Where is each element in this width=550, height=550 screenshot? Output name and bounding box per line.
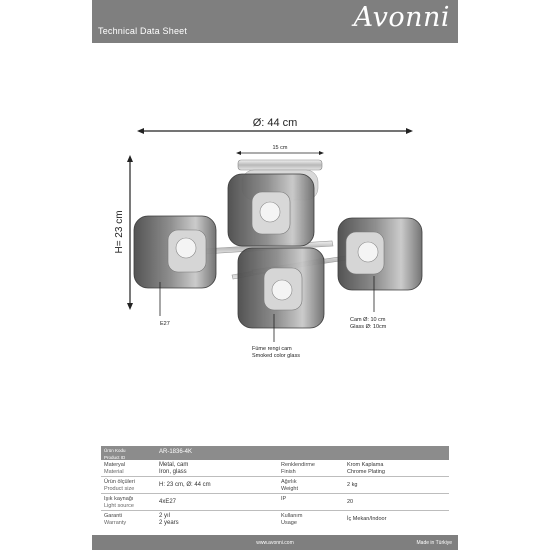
footer-bar (92, 535, 458, 550)
light-source-label: Işık kaynağı Light source (104, 496, 134, 509)
table-row (101, 477, 449, 494)
left-glass-shade (134, 216, 216, 288)
warranty-label: Garanti Warranty (104, 513, 127, 526)
finish-value: Krom Kaplama Chrome Plating (347, 462, 385, 475)
height-label: H= 23 cm (114, 210, 125, 254)
top-width-dimension (236, 151, 324, 155)
ip-label: IP (281, 496, 287, 502)
product-code-label: Ürün Kodu Product ID (104, 448, 126, 460)
glass-size-en-label: Glass Ø: 10cm (350, 324, 387, 330)
finish-label: Renklendirme Finish (281, 462, 315, 475)
weight-value: 2 kg (347, 482, 358, 488)
material-value: Metal, cam Iron, glass (159, 462, 189, 475)
glass-color-tr-label: Füme rengi cam (252, 346, 292, 352)
glass-size-tr-label: Cam Ø: 10 cm (350, 317, 386, 323)
table-row (101, 460, 449, 477)
warranty-value: 2 yıl 2 years (159, 513, 179, 526)
header-bar (92, 0, 458, 43)
product-size-label: Ürün ölçüleri Product size (104, 479, 135, 492)
bottom-glass-shade (238, 248, 324, 328)
top-glass-shade (228, 174, 314, 246)
table-row (101, 494, 449, 511)
table-row (101, 511, 449, 527)
top-width-label: 15 cm (272, 145, 288, 151)
light-source-value: 4xE27 (159, 499, 177, 505)
usage-label: Kullanım Usage (281, 513, 303, 526)
right-glass-shade (338, 218, 422, 290)
sheet-title: Technical Data Sheet (98, 26, 188, 36)
product-code-row (101, 446, 449, 460)
brand-logo: Avonni (353, 2, 450, 33)
made-in-label: Made in Türkiye (416, 540, 452, 546)
material-label: Materyal Material (104, 462, 126, 475)
website-link[interactable]: www.avonni.com (256, 540, 294, 546)
spec-table (101, 446, 449, 527)
product-code-value: AR-1836-4K (159, 449, 193, 455)
usage-value: İç Mekan/Indoor (347, 516, 387, 522)
height-dimension (127, 155, 133, 310)
glass-color-en-label: Smoked color glass (252, 353, 300, 359)
socket-label: E27 (160, 321, 170, 327)
product-drawing (92, 100, 458, 400)
weight-label: Ağırlık Weight (281, 479, 299, 492)
diameter-label: Ø: 44 cm (252, 117, 298, 129)
product-size-value: H: 23 cm, Ø: 44 cm (159, 482, 211, 488)
ip-value: 20 (347, 499, 354, 505)
